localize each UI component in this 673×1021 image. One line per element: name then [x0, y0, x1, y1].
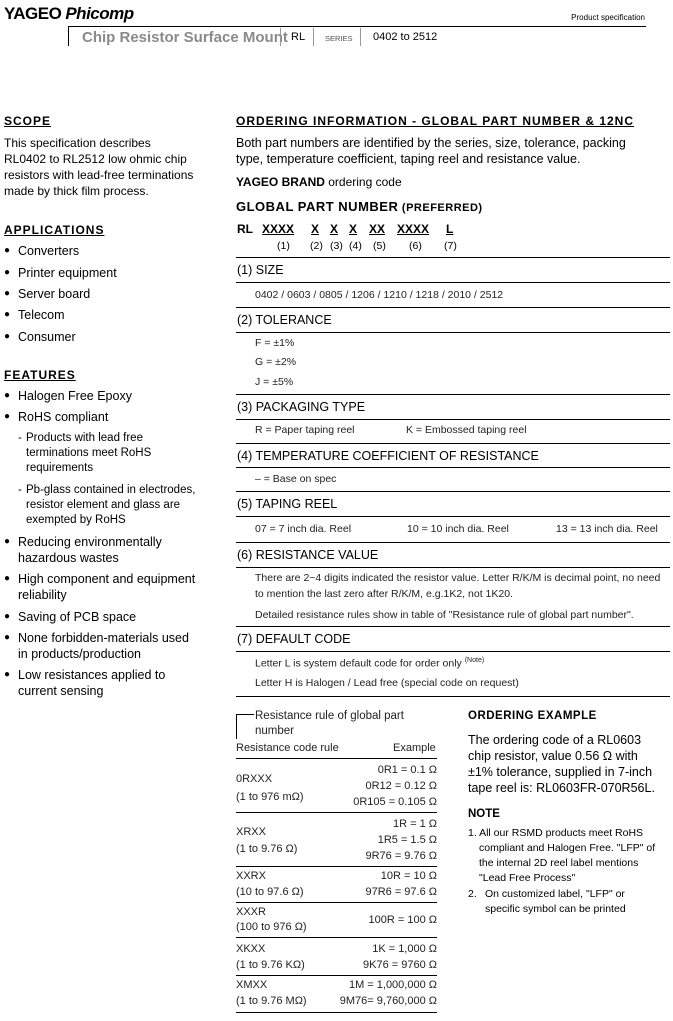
feature-item: ● Low resistances applied to current sensing	[4, 668, 166, 698]
size-heading: (1) SIZE	[237, 263, 284, 277]
code-field: X	[330, 222, 339, 236]
default-heading: (7) DEFAULT CODE	[237, 632, 351, 646]
feature-item: ● Saving of PCB space	[4, 610, 137, 624]
resistance-text: Detailed resistance rules show in table of "Resistance rule of global part number".	[255, 609, 634, 621]
scope-heading: SCOPE	[4, 114, 52, 128]
table-rule	[236, 812, 437, 813]
res-example: 9M76= 9,760,000 Ω	[339, 995, 437, 1007]
res-range: (1 to 976 mΩ)	[236, 791, 304, 803]
packaging-value: R = Paper taping reel	[255, 424, 355, 436]
code-field: X	[311, 222, 320, 236]
res-code: 0RXXX	[236, 773, 273, 785]
res-code: XXRX	[236, 870, 266, 882]
example-text: The ordering code of a RL0603 chip resistor, value 0.56 Ω with ±1% tolerance, supplied in 7-inch tape reel is: RL0603FR-070R56L.	[468, 733, 655, 795]
res-example: 1R = 1 Ω	[393, 818, 437, 830]
section-rule	[236, 307, 670, 308]
code-index: (2)	[310, 240, 323, 252]
res-range: (1 to 9.76 KΩ)	[236, 959, 305, 971]
code-index: (7)	[444, 240, 457, 252]
product-code: RL	[291, 31, 306, 43]
code-field: XXXX	[262, 222, 295, 236]
scope-text	[4, 135, 193, 199]
note-heading: NOTE	[468, 808, 500, 820]
res-code: XXXR	[236, 906, 266, 918]
size-range: 0402 to 2512	[373, 31, 438, 43]
feature-item: ● RoHS compliant	[4, 410, 109, 424]
ordering-heading: ORDERING INFORMATION - GLOBAL PART NUMBER & 12NC	[236, 114, 634, 128]
section-rule	[236, 516, 670, 517]
table-rule	[236, 866, 437, 867]
col-header-code: Resistance code rule	[236, 742, 339, 754]
resistance-text: to mention the last zero after R/K/M, e.g.1K2, not 1K20.	[255, 588, 513, 600]
table-rule	[236, 758, 437, 759]
reel-value: 10 = 10 inch dia. Reel	[407, 523, 509, 535]
tolerance-value: J = ±5%	[255, 376, 294, 388]
section-rule	[236, 419, 670, 420]
res-example: 1K = 1,000 Ω	[372, 943, 437, 955]
res-range: (10 to 97.6 Ω)	[236, 886, 304, 898]
feature-subitem: - Products with lead free terminations meet RoHS requirements	[18, 432, 152, 474]
doc-type: Product specification	[571, 13, 645, 22]
res-range: (1 to 9.76 Ω)	[236, 843, 298, 855]
header-divider	[280, 28, 281, 46]
res-example: 1R5 = 1.5 Ω	[377, 834, 437, 846]
applications-heading: APPLICATIONS	[4, 223, 105, 237]
size-values: 0402 / 0603 / 0805 / 1206 / 1210 / 1218 / 2010 / 2512	[255, 289, 504, 301]
tolerance-heading: (2) TOLERANCE	[237, 313, 332, 327]
doc-title: Chip Resistor Surface Mount	[82, 29, 288, 46]
code-field: XXXX	[397, 222, 430, 236]
res-range: (1 to 9.76 MΩ)	[236, 995, 307, 1007]
section-rule	[236, 394, 670, 395]
scope-line: resistors with lead-free terminations	[4, 168, 194, 182]
res-example: 0R1 = 0.1 Ω	[377, 764, 437, 776]
section-rule	[236, 443, 670, 444]
section-rule	[236, 696, 670, 697]
res-example: 9R76 = 9.76 Ω	[365, 850, 437, 862]
res-example: 0R105 = 0.105 Ω	[353, 796, 437, 808]
default-text: Letter H is Halogen / Lead free (special code on request)	[255, 677, 519, 689]
brand-code-title: YAGEO BRAND ordering code	[236, 175, 402, 189]
app-item: ● Printer equipment	[4, 266, 117, 280]
brand-logo	[4, 4, 134, 24]
code-index: (4)	[349, 240, 362, 252]
resistance-heading: (6) RESISTANCE VALUE	[237, 548, 379, 562]
feature-item: ● Halogen Free Epoxy	[4, 389, 132, 403]
section-rule	[236, 332, 670, 333]
table-rule	[236, 937, 437, 938]
section-rule	[236, 491, 670, 492]
code-index: (1)	[277, 240, 290, 252]
example-heading: ORDERING EXAMPLE	[468, 710, 597, 722]
tolerance-value: F = ±1%	[255, 337, 295, 349]
ordering-intro: Both part numbers are identified by the series, size, tolerance, packing type, temperature coefficient, taping reel and resistance value.	[236, 136, 626, 166]
reel-value: 07 = 7 inch dia. Reel	[255, 523, 352, 535]
app-item: ● Telecom	[4, 308, 65, 322]
res-example: 97R6 = 97.6 Ω	[365, 886, 437, 898]
reel-heading: (5) TAPING REEL	[237, 497, 338, 511]
features-heading: FEATURES	[4, 368, 76, 382]
section-rule	[236, 626, 670, 627]
res-range: (100 to 976 Ω)	[236, 921, 307, 933]
res-example: 10R = 10 Ω	[380, 870, 437, 882]
table-rule	[236, 902, 437, 903]
note-1: 1. All our RSMD products meet RoHS compliant and Halogen Free. "LFP" of the internal 2D reel label mentions "Lead Free Process"	[468, 827, 656, 884]
code-index: (5)	[373, 240, 386, 252]
res-code: XKXX	[236, 943, 266, 955]
section-rule	[236, 542, 670, 543]
default-text: Letter L is system default code for order only $^{(Note)}$	[255, 657, 485, 670]
feature-item: ● High component and equipment reliability	[4, 572, 196, 602]
header-bar	[68, 26, 69, 46]
header-divider	[360, 28, 361, 46]
table-rule	[236, 975, 437, 976]
res-example: 9K76 = 9760 Ω	[363, 959, 437, 971]
app-item: ● Server board	[4, 287, 91, 301]
header-rule	[68, 26, 646, 27]
section-rule	[236, 257, 670, 258]
resistance-text: There are 2~4 digits indicated the resistor value. Letter R/K/M is decimal point, no need	[255, 572, 661, 584]
table-title-tick	[236, 714, 254, 715]
section-rule	[236, 567, 670, 568]
packaging-value: K = Embossed taping reel	[406, 424, 527, 436]
scope-line: This specification describes	[4, 136, 151, 150]
res-code: XRXX	[236, 826, 266, 838]
feature-item: ● Reducing environmentally hazardous wastes	[4, 535, 162, 565]
section-rule	[236, 282, 670, 283]
feature-item: ● None forbidden-materials used in products/production	[4, 631, 189, 661]
res-example: 100R = 100 Ω	[368, 914, 437, 926]
app-item: ● Converters	[4, 244, 80, 258]
code-series: RL	[237, 222, 253, 236]
code-field: XX	[369, 222, 386, 236]
res-example: 0R12 = 0.12 Ω	[365, 780, 437, 792]
tcr-value: – = Base on spec	[255, 473, 337, 485]
gpn-title: GLOBAL PART NUMBER (PREFERRED)	[236, 199, 483, 214]
tcr-heading: (4) TEMPERATURE COEFFICIENT OF RESISTANCE	[237, 449, 539, 463]
scope-line: RL0402 to RL2512 low ohmic chip	[4, 152, 187, 166]
section-rule	[236, 651, 670, 652]
reel-value: 13 = 13 inch dia. Reel	[556, 523, 658, 535]
app-item: ● Consumer	[4, 330, 76, 344]
code-field: L	[446, 222, 454, 236]
code-index: (3)	[330, 240, 343, 252]
col-header-example: Example	[393, 742, 436, 754]
feature-subitem: - Pb-glass contained in electrodes, resistor element and glass are exempted by RoHS	[18, 484, 196, 526]
series-label: SERIES	[325, 34, 353, 43]
brand-yageo: YAGEO	[4, 4, 62, 23]
brand-phicomp: Phicomp	[65, 4, 134, 23]
code-index: (6)	[409, 240, 422, 252]
res-code: XMXX	[236, 979, 268, 991]
packaging-heading: (3) PACKAGING TYPE	[237, 400, 366, 414]
header-divider	[313, 28, 314, 46]
table-title: Resistance rule of global part number	[255, 710, 404, 737]
table-rule	[236, 1012, 437, 1013]
table-title-bar	[236, 714, 238, 739]
res-example: 1M = 1,000,000 Ω	[348, 979, 437, 991]
note-2: 2. On customized label, "LFP" or specific symbol can be printed	[468, 888, 626, 915]
code-field: X	[349, 222, 358, 236]
scope-line: made by thick film process.	[4, 184, 149, 198]
section-rule	[236, 467, 670, 468]
tolerance-value: G = ±2%	[255, 356, 297, 368]
